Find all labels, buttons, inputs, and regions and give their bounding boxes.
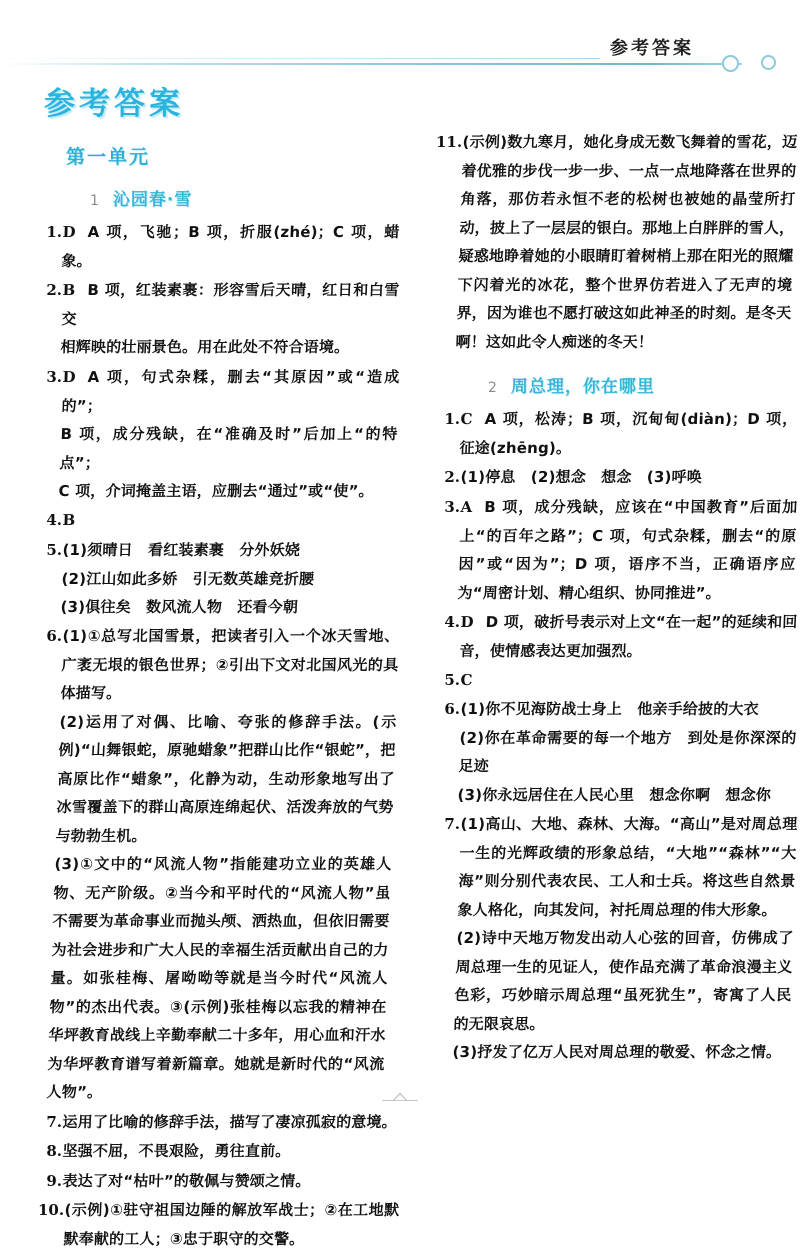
- answer-item-body: [62, 1167, 400, 1196]
- lesson-name: 沁园春·雪: [112, 190, 193, 210]
- answer-item-number: 5.: [444, 670, 460, 689]
- answer-item-body: [46, 622, 400, 1107]
- answer-line: 表达了对“枯叶”的敬佩与赞颂之情。: [62, 1171, 311, 1190]
- page-title: 参考答案: [44, 86, 184, 122]
- answer-line: (3)抒发了亿万人民对周总理的敬爱、怀念之情。: [452, 1043, 782, 1061]
- header-rule-secondary: [0, 58, 600, 59]
- answer-item: [436, 128, 798, 356]
- answer-item: [38, 363, 400, 506]
- answer-line: 坚强不屈，不畏艰险，勇往直前。: [62, 1142, 291, 1160]
- answer-item-body: [452, 810, 798, 1067]
- answer-line: (3)俱往矣 数风流人物 还看今朝: [60, 597, 299, 616]
- answer-item: [436, 608, 798, 665]
- answer-item-body: [63, 1196, 400, 1253]
- answer-item-number: 7.: [46, 1112, 62, 1131]
- answer-item: [436, 493, 798, 607]
- answer-item-number: 6.: [46, 627, 62, 645]
- answer-line: (1)停息 (2)想念 想念 (3)呼唤: [460, 468, 703, 486]
- unit-title: 第一单元: [66, 146, 151, 168]
- answer-item-number: 4.: [46, 511, 62, 529]
- answer-item: [38, 1196, 400, 1253]
- answer-item-body: [60, 536, 400, 622]
- answer-item-body: [457, 695, 798, 809]
- answer-item-body: [455, 128, 798, 356]
- answer-choice-letter: B: [62, 281, 76, 299]
- answer-item-number: 7.: [444, 815, 460, 833]
- answer-item-number: 1.: [444, 410, 460, 428]
- lesson-number: 2: [488, 380, 497, 396]
- answer-choice-letter: C: [460, 670, 473, 689]
- answer-item-number: 9.: [46, 1171, 62, 1190]
- answer-line: (2)诗中天地万物发出动人心弦的回音，仿佛成了周总理一生的见证人，使作品充满了革命浪漫主义色彩，巧妙暗示周总理“虽死犹生”，寄寓了人民的无限哀思。: [453, 929, 794, 1033]
- answer-line: (1)须晴日 看红装素裹 分外妖娆: [62, 540, 301, 559]
- answer-item: [38, 1108, 400, 1137]
- header-circle-small-icon: [761, 55, 776, 70]
- answer-item: [38, 536, 400, 622]
- answer-item: [436, 666, 798, 695]
- answer-line: 相辉映的壮丽景色。用在此处不符合语境。: [60, 338, 350, 356]
- answer-item-body: [62, 1108, 400, 1137]
- answer-line: (3)你永远居住在人民心里 想念你啊 想念你: [457, 785, 772, 804]
- answer-item-body: [460, 666, 798, 695]
- answer-line: (2)江山如此多娇 引无数英雄竞折腰: [61, 569, 315, 587]
- answer-line: B 项，红装素裹：形容雪后天晴，红日和白雪交: [61, 281, 400, 328]
- answer-item-body: [60, 276, 400, 362]
- answer-item-body: [459, 608, 798, 665]
- answer-item-number: 8.: [46, 1142, 62, 1160]
- answer-line: B 项，成分残缺，在“准确及时”后加上“的特点”；: [59, 424, 398, 471]
- lesson-number: 1: [90, 193, 99, 209]
- answer-line: A 项，句式杂糅，删去“其原因”或“造成的”；: [61, 367, 400, 414]
- answer-item: [436, 405, 798, 462]
- answer-list-left: [38, 218, 400, 1253]
- answer-item: [38, 218, 400, 275]
- answer-line: (2)你在革命需要的每一个地方 到处是你深深的足迹: [458, 728, 797, 775]
- answer-item: [38, 276, 400, 362]
- answer-item-number: 3.: [444, 497, 460, 516]
- running-header-title: 参考答案: [610, 38, 694, 59]
- lesson-heading-2: [488, 372, 798, 397]
- answer-line: (示例)数九寒月，她化身成无数飞舞着的雪花，迈着优雅的步伐一步一步、一点一点地降落在世界的角落，那仿若永恒不老的松树也被她的晶莹所打动，披上了一层层的银白。那地上白胖胖的雪人，疑惑地睁着她的小眼睛盯着树梢上那在阳光的照耀下闪着光的冰花，整个世界仿若进入了无声的境界，因为谁也不愿打破这如此神圣的时刻。是冬天啊！这如此令人痴迷的冬天！: [455, 133, 798, 351]
- answer-item: [38, 1137, 400, 1166]
- answer-line: 运用了比喻的修辞手法，描写了凄凉孤寂的意境。: [62, 1112, 398, 1131]
- answer-line: A 项，飞驰；B 项，折服(zhé)；C 项，蜡象。: [61, 223, 400, 270]
- lesson-heading-1: [90, 185, 400, 210]
- answer-item-body: [58, 363, 400, 506]
- answer-line: D 项，破折号表示对上文“在一起”的延续和回音，使情感表达更加强烈。: [459, 612, 798, 659]
- answer-item-body: [61, 218, 400, 275]
- answer-line: (2)运用了对偶、比喻、夸张的修辞手法。(示例)“山舞银蛇，原驰蜡象”把群山比作“银蛇”，把高原比作“蜡象”，化静为动，生动形象地写出了冰雪覆盖下的群山高原连绵起伏、活泼奔放的气势与勃勃生机。: [55, 712, 397, 845]
- answer-item-body: [457, 493, 798, 607]
- answer-item-number: 5.: [46, 540, 62, 559]
- answer-item-number: 1.: [46, 223, 62, 241]
- answer-list-right: [436, 405, 798, 1067]
- answer-item-body: [460, 463, 798, 492]
- answer-line: (示例)①驻守祖国边陲的解放军战士；②在工地默默奉献的工人；③忠于职守的交警。: [63, 1201, 400, 1248]
- answer-line: B 项，成分残缺，应该在“中国教育”后面加上“的百年之路”；C 项，句式杂糅，删去“的原因”或“因为”；D 项，语序不当，正确语序应为“周密计划、精心组织、协同推进”。: [457, 497, 798, 601]
- answer-choice-letter: D: [62, 367, 77, 386]
- answer-item: [436, 810, 798, 1067]
- answer-item-body: [459, 405, 798, 462]
- answer-item: [436, 695, 798, 809]
- answer-choice-letter: B: [62, 511, 76, 529]
- answer-choice-letter: D: [62, 223, 77, 241]
- answer-choice-letter: D: [460, 612, 475, 631]
- answer-line: (3)①文中的“风流人物”指能建功立业的英雄人物、无产阶级。②当今和平时代的“风流人物”虽不需要为革命事业而抛头颅、洒热血，但依旧需要为社会进步和广大人民的幸福生活贡献出自己的力量。如张桂梅、屠呦呦等就是当今时代“风流人物”的杰出代表。③(示例)张桂梅以忘我的精神在华坪教育战线上辛勤奉献二十多年，用心血和汗水为华坪教育谱写着新篇章。她就是新时代的“风流人物”。: [46, 855, 392, 1101]
- content-columns: [0, 128, 800, 1248]
- footer-ornament-icon: [382, 1094, 418, 1108]
- answer-line: C 项，介词掩盖主语，应删去“通过”或“使”。: [58, 481, 375, 500]
- right-column: [436, 128, 798, 1093]
- header-circle-large-icon: [722, 55, 739, 72]
- answer-item: [38, 1167, 400, 1196]
- answer-item-number: 4.: [444, 612, 460, 631]
- page-header: [0, 22, 800, 68]
- left-column: [38, 128, 400, 1248]
- answer-item: [38, 622, 400, 1107]
- answer-choice-letter: A: [460, 497, 473, 516]
- answer-line: (1)①总写北国雪景，把读者引入一个冰天雪地、广袤无垠的银色世界；②引出下文对北国风光的具体描写。: [60, 627, 400, 702]
- answer-choice-letter: C: [460, 410, 473, 428]
- answer-line: (1)你不见海防战士身上 他亲手给披的大衣: [460, 700, 760, 718]
- answer-item-body: [62, 506, 400, 535]
- answer-item: [436, 463, 798, 492]
- answer-line: A 项，松涛；B 项，沉甸甸(diàn)；D 项，征途(zhēng)。: [459, 410, 798, 457]
- answer-line: (1)高山、大地、森林、大海。“高山”是对周总理一生的光辉政绩的形象总结，“大地”“森林”“大海”则分别代表农民、工人和士兵。将这些自然景象人格化，向其发问，衬托周总理的伟大形象。: [457, 815, 798, 919]
- header-rule: [0, 63, 742, 65]
- lesson-name: 周总理，你在哪里: [510, 377, 655, 397]
- answer-item-body: [62, 1137, 400, 1166]
- answer-item-number: 6.: [444, 700, 460, 718]
- answer-item: [38, 506, 400, 535]
- answer-item-number: 2.: [444, 468, 460, 486]
- answer-item-number: 10.: [38, 1201, 65, 1219]
- answer-item-number: 3.: [46, 367, 62, 386]
- answer-item-number: 11.: [436, 133, 463, 151]
- answer-list-right-top: [436, 128, 798, 356]
- answer-item-number: 2.: [46, 281, 62, 299]
